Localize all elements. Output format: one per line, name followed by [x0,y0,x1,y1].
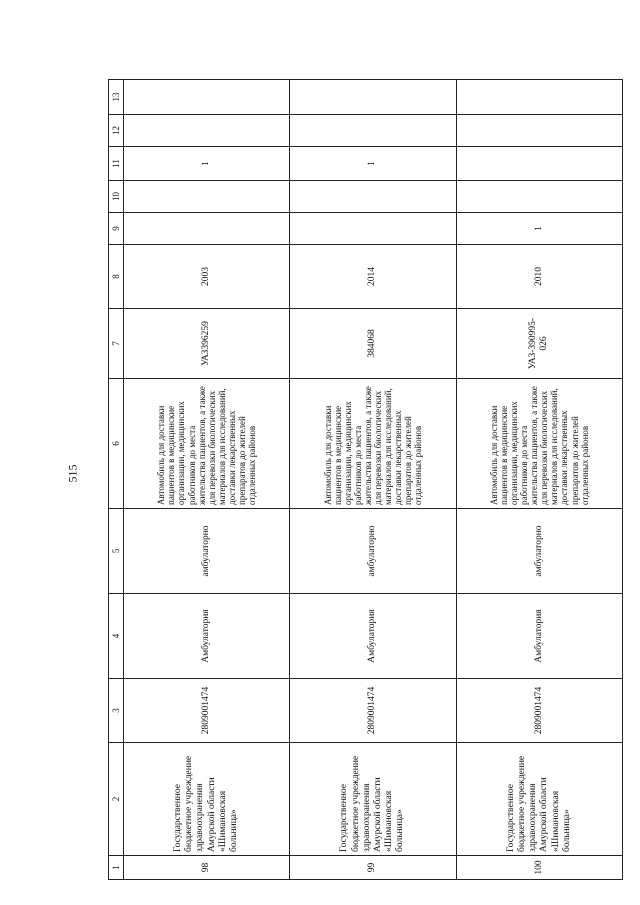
column-number: 13 [109,80,124,115]
row-number: 98 [124,856,290,880]
column-number: 10 [109,181,124,213]
care-type-cell: амбулаторно [290,509,456,594]
col13-cell [124,80,290,115]
purpose-cell: Автомобиль для доставки пациентов в медицинские организации, медицинских работников до места жительства пациентов, а также для перевозки биологических материалов для исследований, доставки лекарственных препаратов до жителей отдаленных районов [124,379,290,509]
col10-cell [456,181,622,213]
col10-cell [124,181,290,213]
vehicle-table [108,79,623,880]
unit-cell: Амбулатория [456,594,622,679]
col12-cell [456,115,622,147]
model-cell: УАЗ-390995-026 [456,309,622,379]
column-number: 2 [109,743,124,856]
column-number: 7 [109,309,124,379]
model-cell: 384068 [290,309,456,379]
inn-cell: 2809001474 [290,679,456,743]
model-cell: УАЗ396259 [124,309,290,379]
col10-cell [290,181,456,213]
col9-cell: 1 [456,213,622,245]
institution-cell: Государственное бюджетное учреждение здравоохранения Амурской области «Шимановская больница» [456,743,622,856]
purpose-cell: Автомобиль для доставки пациентов в медицинские организации, медицинских работников до места жительства пациентов, а также для перевозки биологических материалов для исследований, доставки лекарственных препаратов до жителей отдаленных районов [290,379,456,509]
table-row [124,80,290,880]
column-number: 12 [109,115,124,147]
inn-cell: 2809001474 [124,679,290,743]
column-number: 6 [109,379,124,509]
institution-cell: Государственное бюджетное учреждение здравоохранения Амурской области «Шимановская больница» [124,743,290,856]
unit-cell: Амбулатория [124,594,290,679]
table-row [456,80,622,880]
col9-cell [290,213,456,245]
column-number: 9 [109,213,124,245]
col11-cell [456,147,622,181]
row-number: 99 [290,856,456,880]
column-number-row [109,80,124,880]
page-number: 515 [65,464,80,483]
care-type-cell: амбулаторно [124,509,290,594]
col13-cell [290,80,456,115]
inn-cell: 2809001474 [456,679,622,743]
care-type-cell: амбулаторно [456,509,622,594]
institution-cell: Государственное бюджетное учреждение здравоохранения Амурской области «Шимановская больница» [290,743,456,856]
column-number: 4 [109,594,124,679]
year-cell: 2010 [456,245,622,309]
col11-cell: 1 [124,147,290,181]
year-cell: 2003 [124,245,290,309]
col9-cell [124,213,290,245]
column-number: 1 [109,856,124,880]
purpose-cell: Автомобиль для доставки пациентов в медицинские организации, медицинских работников до места жительства пациентов, а также для перевозки биологических материалов для исследований, доставки лекарственных препаратов до жителей отдаленных районов [456,379,622,509]
column-number: 3 [109,679,124,743]
col13-cell [456,80,622,115]
column-number: 8 [109,245,124,309]
table-row [290,80,456,880]
col11-cell: 1 [290,147,456,181]
column-number: 11 [109,147,124,181]
year-cell: 2014 [290,245,456,309]
unit-cell: Амбулатория [290,594,456,679]
column-number: 5 [109,509,124,594]
row-number: 100 [456,856,622,880]
rotated-table-wrapper [108,80,623,880]
col12-cell [124,115,290,147]
col12-cell [290,115,456,147]
